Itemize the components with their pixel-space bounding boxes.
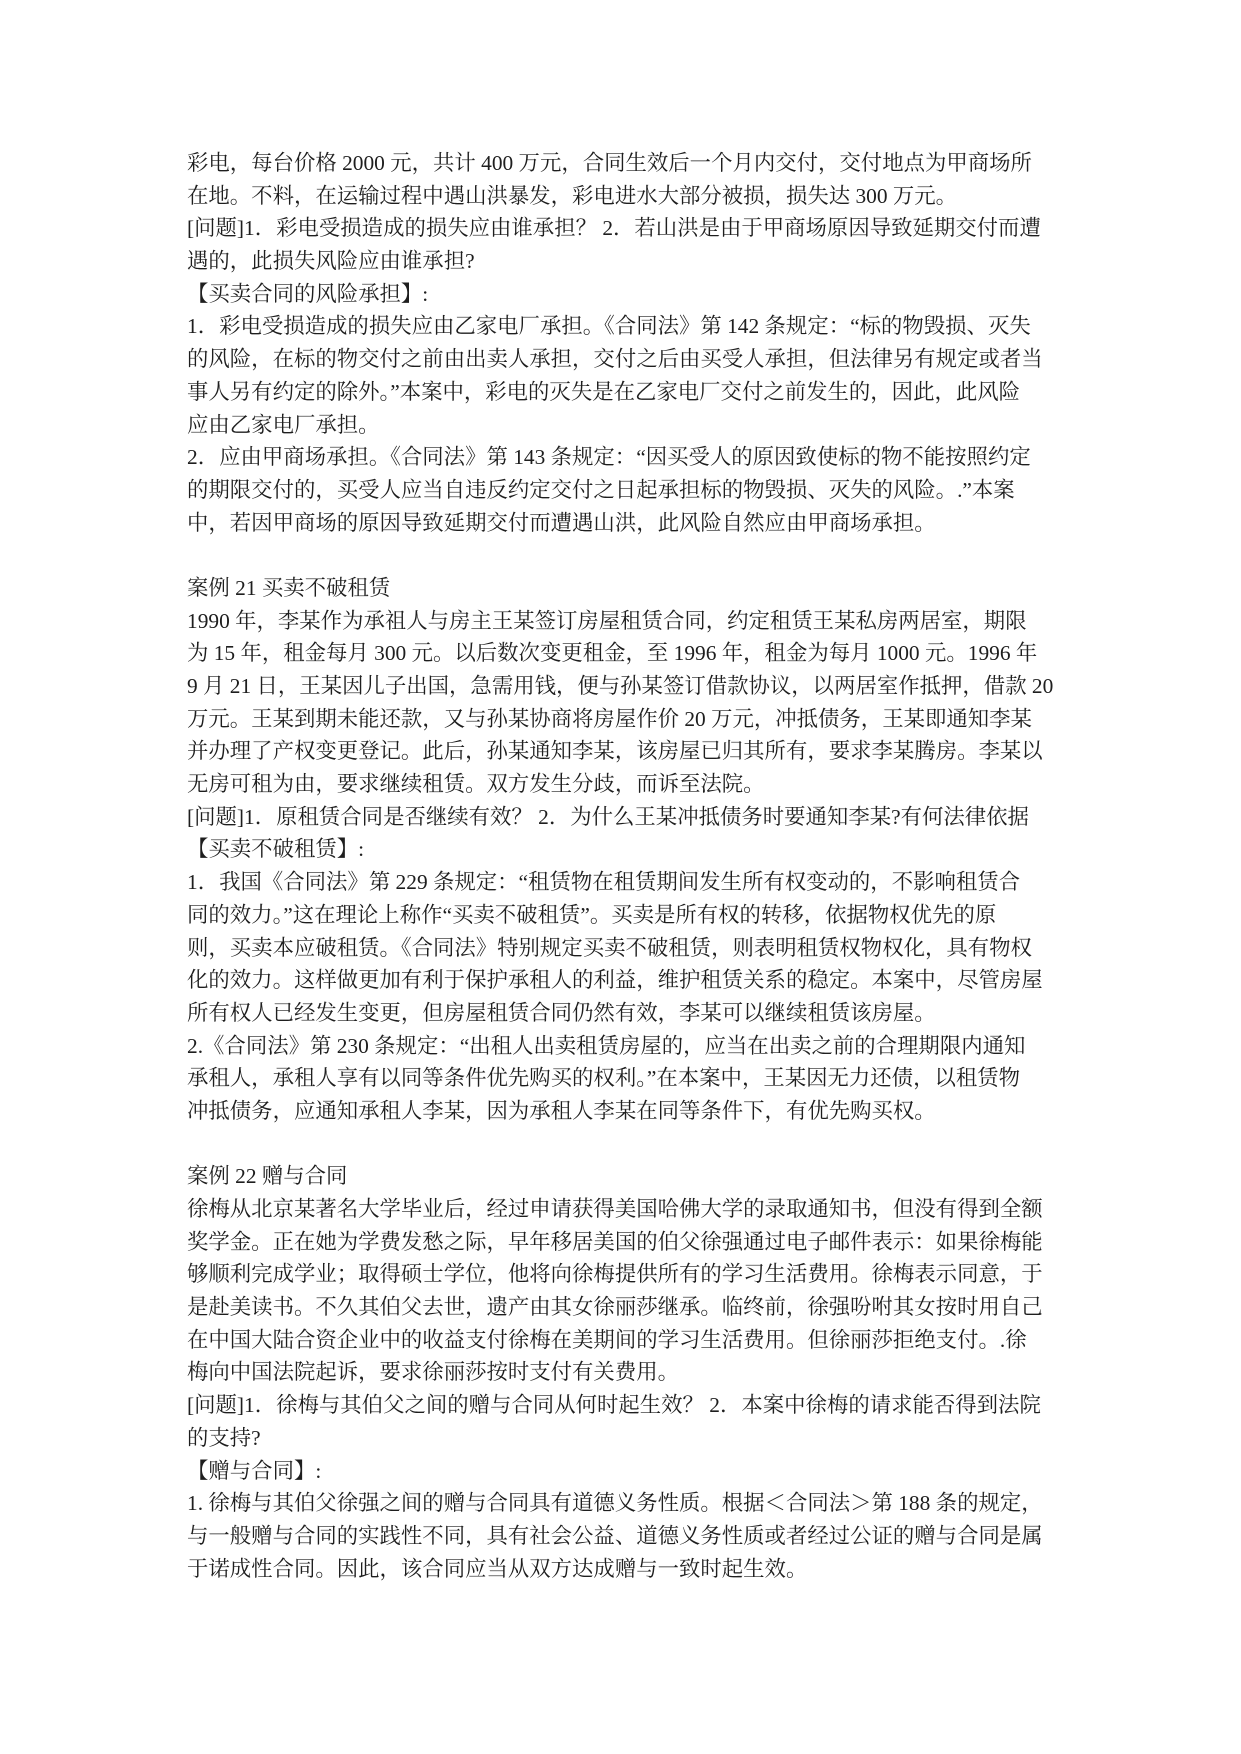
text-line: 9 月 21 日，王某因儿子出国，急需用钱，便与孙某签订借款协议，以两居室作抵押，借款 20: [187, 674, 1054, 698]
text-line: 冲抵债务，应通知承租人李某，因为承租人李某在同等条件下，有优先购买权。: [187, 1098, 936, 1123]
text-line: [问题]1．彩电受损造成的损失应由谁承担？ 2．若山洪是由于甲商场原因导致延期交付而遭: [187, 216, 1041, 241]
text-line: 万元。王某到期未能还款，又与孙某协商将房屋作价 20 万元，冲抵债务，王某即通知李某: [187, 706, 1032, 731]
text-line: 是赴美读书。不久其伯父去世，遗产由其女徐丽莎继承。临终前，徐强吩咐其女按时用自己: [187, 1295, 1043, 1320]
text-line: 中，若因甲商场的原因导致延期交付而遭遇山洪，此风险自然应由甲商场承担。: [187, 510, 936, 535]
text-line: 应由乙家电厂承担。: [187, 412, 380, 437]
text-line: 的风险，在标的物交付之前由出卖人承担，交付之后由买受人承担，但法律另有规定或者当: [187, 347, 1043, 372]
text-line: 为 15 年，租金每月 300 元。以后数次变更租金，至 1996 年，租金为每月 1000 元。1996 年: [187, 641, 1038, 666]
text-line: 与一般赠与合同的实践性不同，具有社会公益、道德义务性质或者经过公证的赠与合同是属: [187, 1523, 1043, 1548]
text-line: 1. 徐梅与其伯父徐强之间的赠与合同具有道德义务性质。根据＜合同法＞第 188 条的规定，: [187, 1491, 1043, 1516]
section-title: 案例 22 赠与合同: [187, 1164, 348, 1189]
section-title: 案例 21 买卖不破租赁: [187, 575, 391, 600]
document-section-2: [187, 1160, 1067, 1585]
text-line: 事人另有约定的除外。”本案中，彩电的灭失是在乙家电厂交付之前发生的，因此，此风险: [187, 379, 1021, 404]
text-line: 于诺成性合同。因此，该合同应当从双方达成赠与一致时起生效。: [187, 1556, 808, 1581]
text-line: 2.《合同法》第 230 条规定：“出租人出卖租赁房屋的，应当在出卖之前的合理期限内通知: [187, 1033, 1026, 1058]
text-line: 则，买卖本应破租赁。《合同法》特别规定买卖不破租赁，则表明租赁权物权化，具有物权: [187, 935, 1032, 960]
text-line: 1．我国《合同法》第 229 条规定：“租赁物在租赁期间发生所有权变动的，不影响租赁合: [187, 870, 1021, 895]
text-line: 在地。不料，在运输过程中遇山洪暴发，彩电进水大部分被损，损失达 300 万元。: [187, 183, 958, 208]
text-line: 并办理了产权变更登记。此后，孙某通知李某，该房屋已归其所有，要求李某腾房。李某以: [187, 739, 1043, 764]
text-line: 【买卖合同的风险承担】:: [187, 281, 429, 306]
text-line: 的期限交付的，买受人应当自违反约定交付之日起承担标的物毁损、灭失的风险。.”本案: [187, 477, 1015, 502]
text-line: 梅向中国法院起诉，要求徐丽莎按时支付有关费用。: [187, 1360, 679, 1385]
text-line: 的支持?: [187, 1425, 261, 1450]
text-line: 1990 年，李某作为承祖人与房主王某签订房屋租赁合同，约定租赁王某私房两居室，期限: [187, 608, 1027, 633]
text-line: 无房可租为由，要求继续租赁。双方发生分歧，而诉至法院。: [187, 772, 765, 797]
text-line: 在中国大陆合资企业中的收益支付徐梅在美期间的学习生活费用。但徐丽莎拒绝支付。.徐: [187, 1327, 1027, 1352]
text-line: [问题]1．徐梅与其伯父之间的赠与合同从何时起生效？ 2．本案中徐梅的请求能否得到法院: [187, 1393, 1041, 1418]
text-line: 承租人，承租人享有以同等条件优先购买的权利。”在本案中，王某因无力还债，以租赁物: [187, 1066, 1021, 1091]
document-body: [187, 147, 1067, 1585]
text-line: 徐梅从北京某著名大学毕业后，经过申请获得美国哈佛大学的录取通知书，但没有得到全额: [187, 1197, 1043, 1221]
document-section-1: [187, 572, 1067, 1128]
text-line: 【赠与合同】:: [187, 1458, 322, 1483]
text-line: 奖学金。正在她为学费发愁之际，早年移居美国的伯父徐强通过电子邮件表示：如果徐梅能: [187, 1229, 1043, 1254]
document-section-0: [187, 147, 1067, 539]
text-line: 1．彩电受损造成的损失应由乙家电厂承担。《合同法》第 142 条规定：“标的物毁损、灭失: [187, 314, 1031, 339]
text-line: 化的效力。这样做更加有利于保护承租人的利益，维护租赁关系的稳定。本案中，尽管房屋: [187, 968, 1043, 993]
text-line: 同的效力。”这在理论上称作“买卖不破租赁”。买卖是所有权的转移，依据物权优先的原: [187, 902, 997, 927]
text-line: 遇的，此损失风险应由谁承担?: [187, 249, 475, 274]
text-line: 彩电，每台价格 2000 元，共计 400 万元，合同生效后一个月内交付，交付地点为甲商场所: [187, 151, 1032, 175]
text-line: 够顺利完成学业；取得硕士学位，他将向徐梅提供所有的学习生活费用。徐梅表示同意，于: [187, 1262, 1043, 1287]
text-line: 所有权人已经发生变更，但房屋租赁合同仍然有效，李某可以继续租赁该房屋。: [187, 1000, 936, 1025]
text-line: [问题]1．原租赁合同是否继续有效？ 2．为什么王某冲抵债务时要通知李某?有何法律依据: [187, 804, 1029, 829]
text-line: 【买卖不破租赁】:: [187, 837, 365, 862]
text-line: 2．应由甲商场承担。《合同法》第 143 条规定：“因买受人的原因致使标的物不能按照约定: [187, 445, 1031, 470]
